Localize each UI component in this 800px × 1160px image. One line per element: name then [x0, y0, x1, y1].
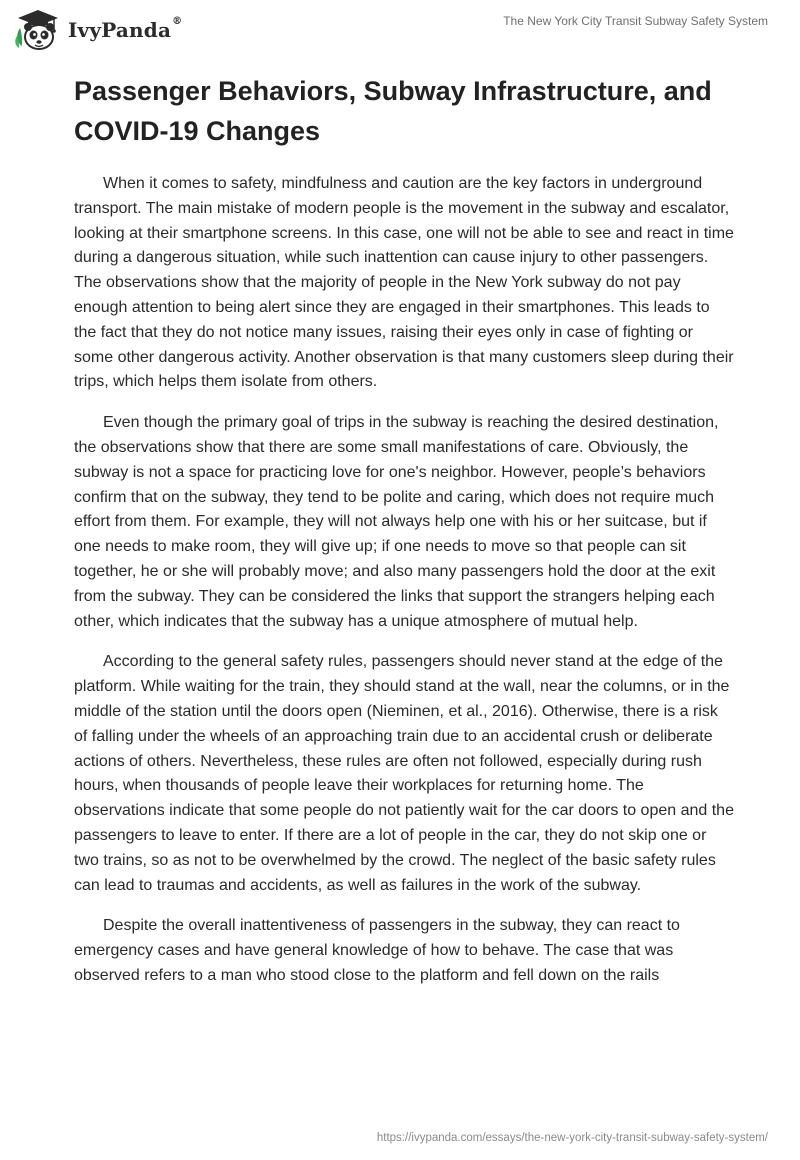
panda-graduate-icon — [14, 8, 62, 52]
ivypanda-logo[interactable] — [14, 8, 182, 52]
logo-wordmark — [68, 18, 182, 42]
page-header — [0, 0, 800, 60]
paragraph: According to the general safety rules, passengers should never stand at the edge of the platform. While waiting for the train, they should stand at the wall, near the columns, or in the middle of the station until the doors open (Nieminen, et al., 2016). Otherwise, there is a risk of falling under the wheels of an approaching train due to an accidental crush or deliberate actions of others. Nevertheless, these rules are often not followed, especially during rush hours, when thousands of people leave their workplaces for returning home. The observations indicate that some people do not patiently wait for the car doors to open and the passengers to leave to enter. If there are a lot of people in the car, they do not skip one or two trains, so as not to be overwhelmed by the crowd. The neglect of the basic safety rules can lead to traumas and accidents, as well as failures in the work of the subway. — [74, 653, 734, 894]
paragraph: When it comes to safety, mindfulness and caution are the key factors in underground transport. The main mistake of modern people is the movement in the subway and escalator, looking at their smartphone screens. In this case, one will not be able to see and react in time during a dangerous situation, while such inattention can cause injury to other passengers. The observations show that the majority of people in the New York subway do not pay enough attention to being alert since they are engaged in their smartphones. This leads to the fact that they do not notice many issues, raising their eyes only in case of fighting or some other dangerous activity. Another observation is that many customers sleep during their trips, which helps them isolate from others. — [74, 175, 734, 391]
article-body — [74, 172, 734, 1005]
registered-mark: ® — [172, 16, 183, 27]
paragraph: Despite the overall inattentiveness of passengers in the subway, they can react to emergency cases and have general knowledge of how to behave. The case that was observed refers to a man who stood close to the platform and fell down on the rails — [74, 917, 680, 984]
source-url[interactable]: https://ivypanda.com/essays/the-new-york-city-transit-subway-safety-system/ — [376, 1132, 768, 1144]
document-title: The New York City Transit Subway Safety System — [503, 14, 768, 28]
logo-text: IvyPanda — [68, 18, 172, 42]
paragraph: Even though the primary goal of trips in the subway is reaching the desired destination, the observations show that there are some small manifestations of care. Obviously, the subway is not a space for practicing love for one's neighbor. However, people’s behaviors confirm that on the subway, they tend to be polite and caring, which does not require much effort from them. For example, they will not always help one with his or her suitcase, but if one needs to make room, they will give up; if one needs to move so that people can sit together, he or she will probably move; and also many passengers hold the door at the exit from the subway. They can be considered the links that support the strangers helping each other, which indicates that the subway has a unique atmosphere of mutual help. — [74, 414, 719, 630]
section-heading: Passenger Behaviors, Subway Infrastructure, and COVID-19 Changes — [74, 76, 712, 146]
